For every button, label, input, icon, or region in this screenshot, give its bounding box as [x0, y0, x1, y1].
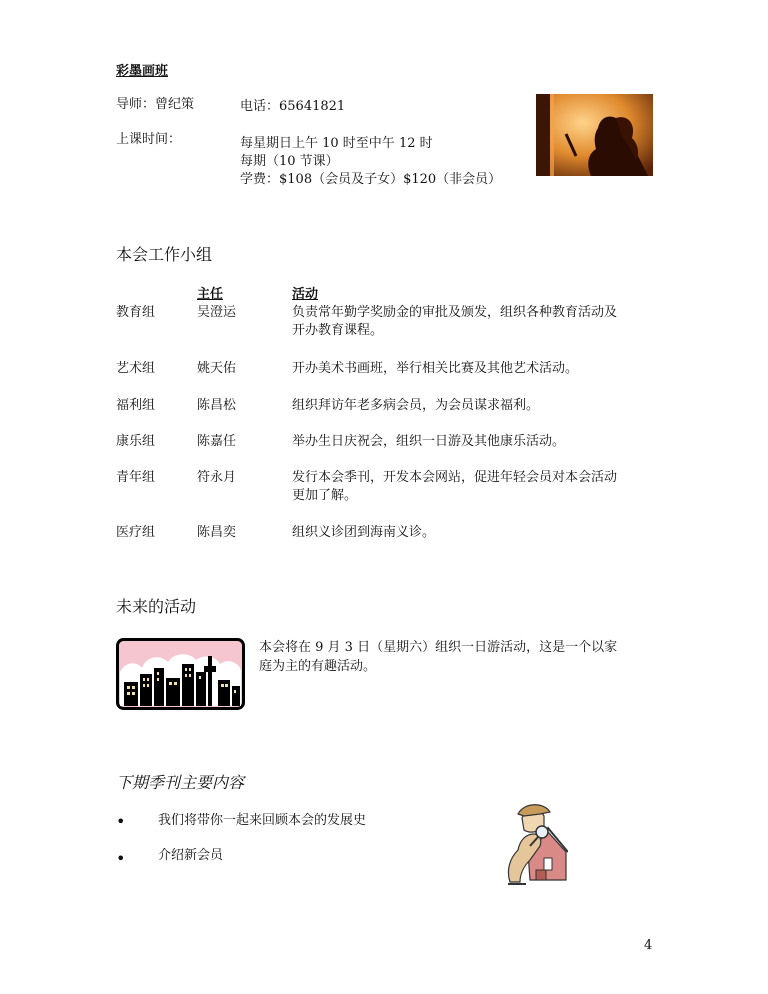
time-label: 上课时间：: [116, 132, 182, 147]
bullet-item-1: 我们将带你一起来回顾本会的发展史: [158, 813, 367, 828]
row-activity-line: 开办美术书画班，举行相关比赛及其他艺术活动。: [292, 361, 579, 376]
row-activity-line: 组织拜访年老多病会员，为会员谋求福利。: [292, 398, 540, 413]
row-activity-line: 发行本会季刊，开发本会网站，促进年轻会员对本会活动: [292, 470, 618, 485]
row-activity-line: 开办教育课程。: [292, 323, 384, 338]
workgroup-title: 本会工作小组: [116, 245, 213, 264]
row-head: 符永月: [197, 470, 237, 485]
row-group: 艺术组: [116, 361, 156, 376]
girl-photo: [536, 94, 653, 176]
row-head: 姚天佑: [197, 361, 237, 376]
row-group: 福利组: [116, 398, 156, 413]
header-head: 主任: [197, 287, 224, 302]
row-group: 教育组: [116, 305, 156, 320]
time-line-3: 学费：$108（会员及子女）$120（非会员）: [240, 172, 502, 187]
row-head: 陈昌奕: [197, 525, 237, 540]
row-head: 陈昌松: [197, 398, 237, 413]
future-text-line-2: 庭为主的有趣活动。: [259, 659, 377, 674]
row-head: 吴澄运: [197, 305, 237, 320]
bullet-icon: •: [116, 849, 126, 868]
row-activity-line: 负责常年勤学奖励金的审批及颁发，组织各种教育活动及: [292, 305, 618, 320]
future-text-line-1: 本会将在 9 月 3 日（星期六）组织一日游活动，这是一个以家: [259, 640, 618, 655]
phone-label: 电话：65641821: [240, 99, 346, 114]
row-activity-line: 举办生日庆祝会，组织一日游及其他康乐活动。: [292, 434, 566, 449]
row-group: 康乐组: [116, 434, 156, 449]
bullet-icon: •: [116, 812, 126, 831]
page-number: 4: [644, 938, 653, 953]
detective-house-icon: [500, 800, 568, 886]
future-title: 未来的活动: [116, 597, 197, 616]
row-group: 青年组: [116, 470, 156, 485]
row-head: 陈嘉任: [197, 434, 237, 449]
bullet-item-2: 介绍新会员: [158, 848, 224, 863]
row-group: 医疗组: [116, 525, 156, 540]
city-skyline-icon: [116, 638, 245, 710]
row-activity-line: 组织义诊团到海南义诊。: [292, 525, 436, 540]
header-activity: 活动: [292, 287, 319, 302]
next-issue-title: 下期季刊主要内容: [116, 773, 245, 792]
row-activity-line: 更加了解。: [292, 488, 358, 503]
time-line-2: 每期（10 节课）: [240, 154, 339, 169]
teacher-label: 导师：曾纪策: [116, 97, 195, 112]
class-title: 彩墨画班: [116, 64, 169, 79]
time-line-1: 每星期日上午 10 时至中午 12 时: [240, 136, 433, 151]
